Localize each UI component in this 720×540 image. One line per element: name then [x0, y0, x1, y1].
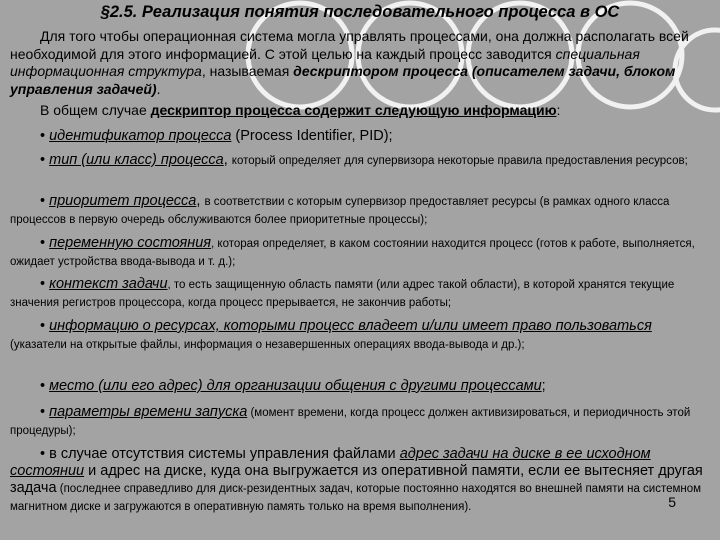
bullet-item: [10, 152, 710, 170]
slide-title: §2.5. Реализация понятия последовательного процесса в ОС: [100, 3, 620, 21]
bullet-term: переменную состояния: [49, 235, 212, 251]
bullet-mark: •: [40, 128, 50, 144]
bullet-text: ;: [541, 378, 546, 394]
bullet-item: [10, 193, 710, 229]
bullet-mark: •: [40, 235, 50, 251]
general-text: В общем случае: [40, 102, 151, 118]
bullet-item: [10, 128, 710, 145]
bullet-text: в соответствии с которым супервизор предоставляет ресурсы (в рамках одного класса процессов в первую очередь обслуживаются более приоритетные процессы);: [10, 196, 670, 226]
bullet-mark: •: [40, 276, 50, 292]
bullet-text: ,: [196, 193, 205, 209]
bullet-text: ,: [223, 152, 232, 168]
bullet-text: в случае отсутствия системы управления файлами: [49, 446, 400, 462]
page-number: 5: [668, 494, 676, 510]
bullet-text: (указатели на открытые файлы, информация о незавершенных операциях ввода-вывода и др.);: [10, 339, 525, 351]
bullet-text: , то есть защищенную область памяти (или адрес такой области), в которой хранятся текущие значения регистров процессора, когда процесс прерывается, не закончив работы;: [10, 279, 675, 309]
bullet-text: (последнее справедливо для диск-резидентных задач, которые постоянно находятся во внешней памяти на системном магнитном диске и загружаются в оперативную память только на время выполнения).: [10, 483, 702, 513]
bullet-mark: •: [40, 404, 50, 420]
intro-paragraph: [10, 28, 710, 98]
bullet-term: идентификатор процесса: [49, 128, 232, 144]
bullet-text: , которая определяет, в каком состоянии находится процесс (готов к работе, выполняется, ожидает устройства ввода-вывода и т. д.);: [10, 238, 695, 268]
general-text: :: [556, 102, 561, 118]
bullet-text: который определяет для супервизора некоторые правила предоставления ресурсов;: [231, 155, 688, 167]
intro-term: специальная информационная структура: [10, 45, 640, 79]
bullet-item: [10, 318, 710, 354]
bullet-text: (момент времени, когда процесс должен активизироваться, и периодичность этой процедуры);: [10, 407, 691, 437]
intro-text: Для того чтобы операционная система могла управлять процессами, она должна располагать всей необходимой для этого информацией. С этой целью на каждый процесс заводится: [10, 28, 689, 62]
bullet-mark: •: [40, 193, 50, 209]
bullet-term: адрес задачи на диске в ее исходном состоянии: [10, 446, 651, 479]
bullet-item: [10, 378, 710, 395]
bullet-mark: •: [40, 318, 50, 334]
general-paragraph: [10, 102, 710, 120]
bullet-mark: •: [40, 152, 50, 168]
intro-text: .: [156, 80, 161, 97]
intro-term-bold: дескриптором процесса (описателем задачи, блоком управления задачей): [10, 63, 676, 97]
bullet-item: [10, 235, 710, 271]
intro-text: , называемая: [201, 63, 294, 79]
bullet-text: (Process Identifier, PID);: [231, 128, 393, 144]
general-emphasis: дескриптор процесса содержит следующую информацию: [150, 102, 557, 118]
bullet-term: тип (или класс) процесса: [49, 152, 224, 168]
bullet-term: приоритет процесса: [49, 193, 197, 209]
bullet-item: [10, 404, 710, 440]
bullet-term: место (или его адрес) для организации общения с другими процессами: [49, 378, 542, 394]
bullet-term: контекст задачи: [49, 276, 168, 292]
bullet-item: [10, 276, 710, 312]
bullet-mark: •: [40, 446, 50, 462]
bullet-mark: •: [40, 378, 50, 394]
bullet-term: параметры времени запуска: [49, 404, 248, 420]
bullet-item: [10, 446, 710, 516]
bullet-text: и адрес на диске, куда она выгружается из оперативной памяти, если ее вытесняет другая задача: [10, 463, 703, 496]
bullet-term: информацию о ресурсах, которыми процесс владеет и/или имеет право пользоваться: [49, 318, 652, 334]
